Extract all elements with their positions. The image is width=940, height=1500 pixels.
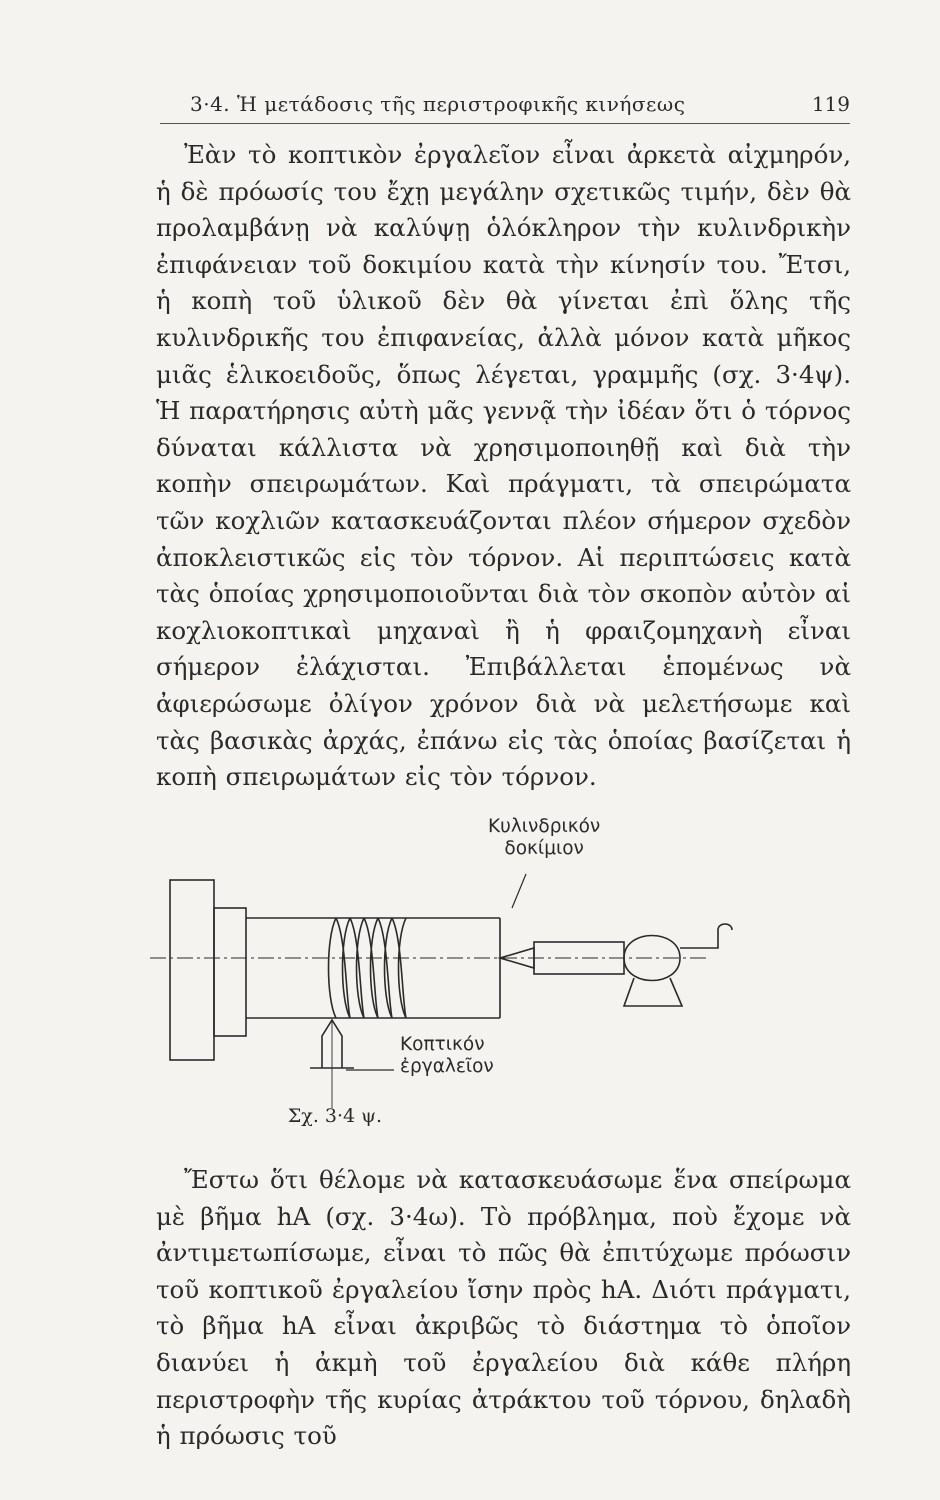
label-specimen-line-2: δοκίμιον bbox=[504, 838, 584, 859]
figure-caption: Σχ. 3·4 ψ. bbox=[287, 1105, 383, 1127]
chuck-jaw bbox=[214, 908, 246, 1036]
label-cutting-tool bbox=[400, 1034, 494, 1078]
label-specimen-line-1: Κυλινδρικόν bbox=[488, 816, 601, 837]
figure-3-4-psi bbox=[150, 808, 850, 1138]
label-specimen bbox=[488, 816, 600, 860]
body-paragraph-2: Ἔστω ὅτι θέλομε νὰ κατασκευάσωμε ἕνα σπείρωμα μὲ βῆμα hA (σχ. 3·4ω). Τὸ πρόβλημα, ποὺ ἔχομε νὰ ἀντιμετωπίσωμε, εἶναι τὸ πῶς θὰ ἐπιτύχωμε πρόωσιν τοῦ κοπτικοῦ ἐργαλείου ἴσην πρὸς hA. Διότι πράγματι, τὸ βῆμα hA εἶναι ἀκριβῶς τὸ διάστημα τὸ ὁποῖον διανύει ἡ ἀκμὴ τοῦ ἐργαλείου διὰ κάθε πλήρη περιστροφὴν τῆς κυρίας ἀτράκτου τοῦ τόρνου, δηλαδὴ ἡ πρόωσις τοῦ bbox=[156, 1165, 851, 1451]
page-number: 119 bbox=[811, 92, 850, 116]
helical-thread bbox=[329, 918, 407, 1018]
tailstock-base bbox=[624, 978, 682, 1006]
label-tool-line-2: ἐργαλεῖον bbox=[400, 1056, 494, 1077]
running-header bbox=[160, 92, 850, 128]
header-rule bbox=[160, 123, 850, 124]
body-paragraph-1: Ἐὰν τὸ κοπτικὸν ἐργαλεῖον εἶναι ἀρκετὰ αἰχμηρόν, ἡ δὲ πρόωσίς του ἔχῃ μεγάλην σχετικῶς τιμήν, δὲν θὰ προλαμβάνῃ νὰ καλύψῃ ὁλόκληρον τὴν κυλινδρικὴν ἐπιφάνειαν τοῦ δοκιμίου κατὰ τὴν κίνησίν του. Ἔτσι, ἡ κοπὴ τοῦ ὑλικοῦ δὲν θὰ γίνεται ἐπὶ ὅλης τῆς κυλινδρικῆς του ἐπιφανείας, ἀλλὰ μόνον κατὰ μῆκος μιᾶς ἑλικοειδοῦς, ὅπως λέγεται, γραμμῆς (σχ. 3·4ψ). Ἡ παρατήρησις αὐτὴ μᾶς γεννᾷ τὴν ἰδέαν ὅτι ὁ τόρνος δύναται κάλλιστα νὰ χρησιμοποιηθῇ καὶ διὰ τὴν κοπὴν σπειρωμάτων. Καὶ πράγματι, τὰ σπειρώματα τῶν κοχλιῶν κατασκευάζονται πλέον σήμερον σχεδὸν ἀποκλειστικῶς εἰς τὸν τόρνον. Αἱ περιπτώσεις κατὰ τὰς ὁποίας χρησιμοποιοῦνται διὰ τὸν σκοπὸν αὐτὸν αἱ κοχλιοκοπτικαὶ μηχαναὶ ἢ ἡ φραιζομηχανὴ εἶναι σήμερον ἐλάχισται. Ἐπιβάλλεται ἑπομένως νὰ ἀφιερώσωμε ὀλίγον χρόνον διὰ νὰ μελετήσωμε καὶ τὰς βασικὰς ἀρχάς, ἐπάνω εἰς τὰς ὁποίας βασίζεται ἡ κοπὴ σπειρωμάτων εἰς τὸν τόρνον. bbox=[156, 140, 851, 792]
running-title: 3·4. Ἡ μετάδοσις τῆς περιστροφικῆς κινήσεως bbox=[190, 92, 686, 116]
chuck-body bbox=[170, 880, 214, 1060]
tailstock-handle bbox=[680, 924, 732, 948]
specimen-leader-line bbox=[512, 874, 526, 908]
label-tool-line-1: Κοπτικόν bbox=[400, 1034, 485, 1055]
